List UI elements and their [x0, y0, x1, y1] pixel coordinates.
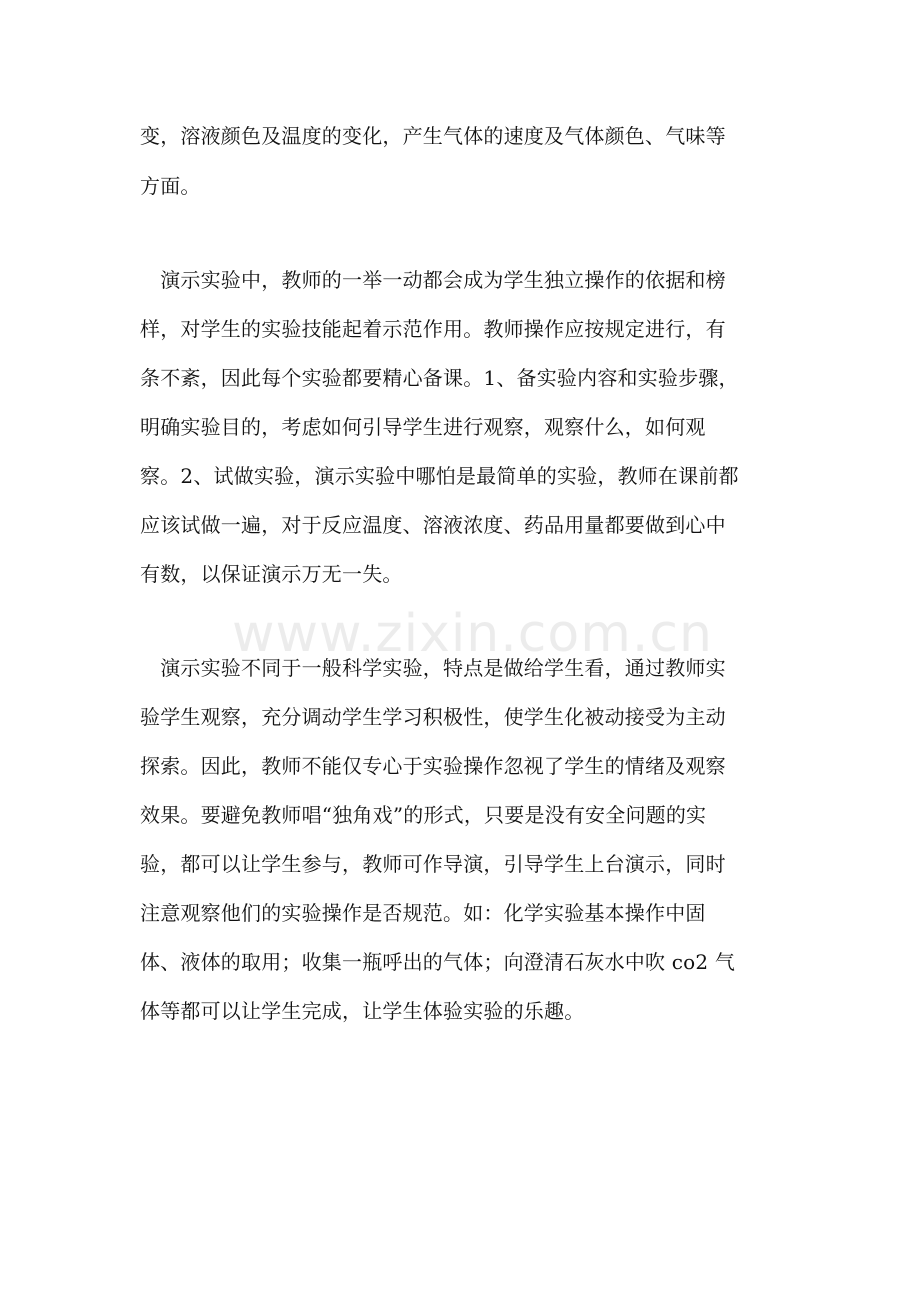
watermark: www.zixin.com.cn: [232, 604, 713, 664]
text-line: 体、液体的取用；收集一瓶呼出的气体；向澄清石灰水中吹 co2 气: [140, 950, 736, 974]
text-line: 条不紊，因此每个实验都要精心备课。1、备实验内容和实验步骤，: [140, 366, 739, 390]
text-line: 样，对学生的实验技能起着示范作用。教师操作应按规定进行，有: [140, 317, 726, 341]
text-line: 变，溶液颜色及温度的变化，产生气体的速度及气体颜色、气味等: [140, 124, 726, 148]
text-line: 演示实验中，教师的一举一动都会成为学生独立操作的依据和榜: [140, 268, 726, 292]
text-line: 有数，以保证演示万无一失。: [140, 562, 403, 586]
text-line: 验，都可以让学生参与，教师可作导演，引导学生上台演示，同时: [140, 852, 726, 876]
text-line: 察。2、试做实验，演示实验中哪怕是最简单的实验，教师在课前都: [140, 464, 739, 488]
text-line: 应该试做一遍，对于反应温度、溶液浓度、药品用量都要做到心中: [140, 513, 726, 537]
text-line: 明确实验目的，考虑如何引导学生进行观察，观察什么，如何观: [140, 415, 706, 439]
text-line: 演示实验不同于一般科学实验，特点是做给学生看，通过教师实: [140, 656, 726, 680]
text-line: 探索。因此，教师不能仅专心于实验操作忽视了学生的情绪及观察: [140, 754, 726, 778]
text-line: 注意观察他们的实验操作是否规范。如：化学实验基本操作中固: [140, 901, 706, 925]
text-line: 体等都可以让学生完成，让学生体验实验的乐趣。: [140, 999, 585, 1023]
text-line: 效果。要避免教师唱“独角戏”的形式，只要是没有安全问题的实: [140, 803, 707, 827]
text-line: 方面。: [140, 174, 201, 198]
text-line: 验学生观察，充分调动学生学习积极性，使学生化被动接受为主动: [140, 705, 726, 729]
